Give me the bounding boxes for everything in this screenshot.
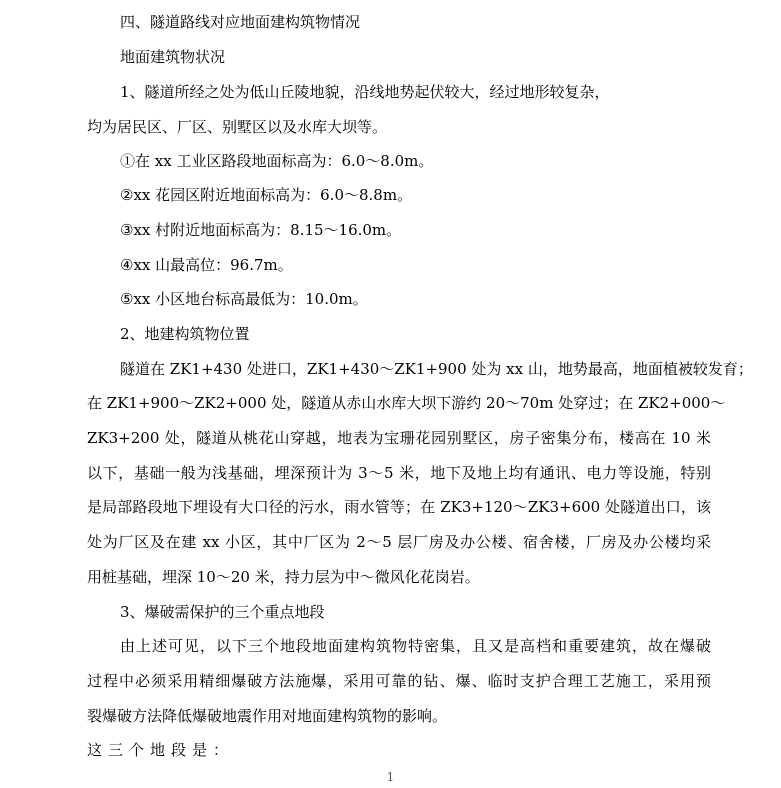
list-item: ①在 xx 工业区路段地面标高为：6.0～8.0m。 [120, 152, 434, 170]
paragraph-line: 以下，基础一般为浅基础，埋深预计为 3～5 米，地下及地上均有通讯、电力等设施，特别 [87, 464, 711, 482]
section-heading: 3、爆破需保护的三个重点地段 [120, 603, 325, 621]
section-heading: 2、地建构筑物位置 [120, 325, 250, 343]
paragraph-line: 用桩基础，埋深 10～20 米，持力层为中～微风化花岗岩。 [87, 568, 480, 586]
list-item: ⑤xx 小区地台标高最低为：10.0m。 [120, 290, 368, 308]
list-item: ③xx 村附近地面标高为：8.15～16.0m。 [120, 221, 402, 239]
paragraph-line: 处为厂区及在建 xx 小区，其中厂区为 2～5 层厂房及办公楼、宿舍楼，厂房及办公楼均采 [87, 533, 711, 551]
paragraph-line: 由上述可见，以下三个地段地面建构筑物特密集，且又是高档和重要建筑，故在爆破 [120, 637, 711, 655]
paragraph-line: 过程中必须采用精细爆破方法施爆，采用可靠的钻、爆、临时支护合理工艺施工，采用预 [87, 672, 711, 690]
paragraph-line: 这三个地段是： [87, 741, 235, 759]
paragraph-line: 均为居民区、厂区、别墅区以及水库大坝等。 [87, 118, 388, 136]
section-heading: 四、隧道路线对应地面建构筑物情况 [120, 13, 361, 31]
subheading: 地面建筑物状况 [120, 48, 226, 66]
paragraph-line: ZK3+200 处，隧道从桃花山穿越，地表为宝珊花园别墅区，房子密集分布，楼高在 10 米 [87, 429, 711, 447]
list-item: ②xx 花园区附近地面标高为：6.0～8.8m。 [120, 186, 413, 204]
paragraph-line: 1、隧道所经之处为低山丘陵地貌，沿线地势起伏较大，经过地形较复杂， [120, 83, 610, 101]
paragraph-line: 是局部路段地下埋设有大口径的污水，雨水管等；在 ZK3+120～ZK3+600 处隧道出口，该 [87, 498, 711, 516]
paragraph-line: 裂爆破方法降低爆破地震作用对地面建构筑物的影响。 [87, 707, 448, 725]
paragraph-line: 隧道在 ZK1+430 处进口，ZK1+430～ZK1+900 处为 xx 山，地势最高，地面植被较发育； [120, 360, 753, 378]
page-number: 1 [386, 770, 395, 784]
paragraph-line: 在 ZK1+900～ZK2+000 处，隧道从赤山水库大坝下游约 20～70m 处穿过；在 ZK2+000～ [87, 394, 726, 412]
list-item: ④xx 山最高位：96.7m。 [120, 256, 293, 274]
